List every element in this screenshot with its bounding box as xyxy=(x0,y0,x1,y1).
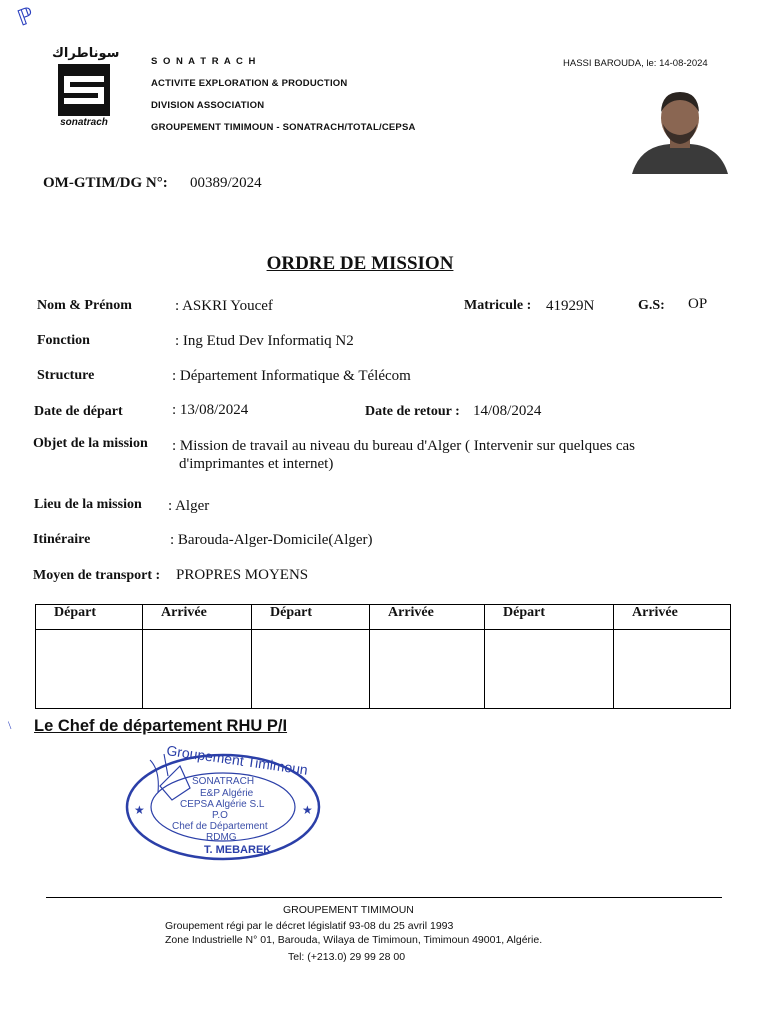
structure-value: : Département Informatique & Télécom xyxy=(172,368,411,384)
header-groupement: GROUPEMENT TIMIMOUN - SONATRACH/TOTAL/CEPSA xyxy=(151,122,416,133)
corner-handwritten-mark: ℙ xyxy=(14,2,38,31)
gs-label: G.S: xyxy=(638,298,665,313)
place-date: HASSI BAROUDA, le: 14-08-2024 xyxy=(563,58,708,69)
stamp-line-3: CEPSA Algérie S.L xyxy=(180,799,265,810)
svg-text:★: ★ xyxy=(134,803,145,817)
trip-header-depart-2: Départ xyxy=(252,605,370,630)
stamp-signatory-name: T. MEBAREK xyxy=(204,844,272,856)
margin-mark: \ xyxy=(8,718,12,732)
trip-table xyxy=(35,604,731,709)
footer-address: Zone Industrielle N° 01, Barouda, Wilaya de Timimoun, Timimoun 49001, Algérie. xyxy=(165,934,543,946)
trip-table-row xyxy=(36,630,731,709)
stamp-line-5: Chef de Département xyxy=(172,821,268,832)
matricule-value: 41929N xyxy=(546,298,595,314)
reference-label: OM-GTIM/DG N°: xyxy=(43,175,168,191)
fonction-value: : Ing Etud Dev Informatiq N2 xyxy=(175,333,354,349)
applicant-photo xyxy=(630,86,730,174)
sonatrach-logo xyxy=(52,46,120,132)
trip-cell xyxy=(143,630,252,709)
person-photo-icon xyxy=(630,86,730,174)
mission-object-label: Objet de la mission xyxy=(33,436,148,451)
logo-arabic-text: سوناطراك xyxy=(52,46,120,61)
svg-text:★: ★ xyxy=(302,803,313,817)
stamp-line-6: RDMG xyxy=(206,832,237,843)
trip-header-arrivee-1: Arrivée xyxy=(143,605,252,630)
official-stamp xyxy=(120,742,326,866)
stamp-line-1: SONATRACH xyxy=(192,776,255,787)
trip-header-arrivee-2: Arrivée xyxy=(370,605,485,630)
logo-latin-text: sonatrach xyxy=(60,117,108,128)
departure-date-label: Date de départ xyxy=(34,404,123,419)
name-label: Nom & Prénom xyxy=(37,298,132,313)
departure-date-value: : 13/08/2024 xyxy=(172,402,249,418)
trip-header-depart-1: Départ xyxy=(36,605,143,630)
trip-cell xyxy=(36,630,143,709)
header-activity: ACTIVITE EXPLORATION & PRODUCTION xyxy=(151,78,348,89)
trip-table-header-row xyxy=(36,605,731,630)
mission-object-value-line1: : Mission de travail au niveau du bureau d'Alger ( Intervenir sur quelques cas xyxy=(172,438,635,454)
stamp-line-2: E&P Algérie xyxy=(200,788,254,799)
itinerary-label: Itinéraire xyxy=(33,532,91,547)
logo-emblem-icon xyxy=(58,64,110,116)
stamp-ring-text: Groupement Timimoun xyxy=(165,742,309,778)
trip-header-arrivee-3: Arrivée xyxy=(614,605,731,630)
signatory-title: Le Chef de département RHU P/I xyxy=(34,717,288,735)
itinerary-value: : Barouda-Alger-Domicile(Alger) xyxy=(170,532,373,548)
trip-header-depart-3: Départ xyxy=(485,605,614,630)
reference-number: 00389/2024 xyxy=(190,175,262,191)
trip-cell xyxy=(485,630,614,709)
document-title: ORDRE DE MISSION xyxy=(266,253,454,274)
fonction-label: Fonction xyxy=(37,333,90,348)
stamp-line-4: P.O xyxy=(212,810,228,821)
mission-object-value-line2: d'imprimantes et internet) xyxy=(179,456,334,472)
matricule-label: Matricule : xyxy=(464,298,532,313)
structure-label: Structure xyxy=(37,368,95,383)
trip-cell xyxy=(614,630,731,709)
transport-value: PROPRES MOYENS xyxy=(176,567,309,583)
return-date-value: 14/08/2024 xyxy=(473,403,542,419)
mission-place-value: : Alger xyxy=(168,498,210,514)
return-date-label: Date de retour : xyxy=(365,404,460,419)
footer-divider xyxy=(46,897,722,898)
trip-cell xyxy=(370,630,485,709)
transport-label: Moyen de transport : xyxy=(33,568,161,583)
footer-legal: Groupement régi par le décret législatif 93-08 du 25 avril 1993 xyxy=(165,920,454,932)
gs-value: OP xyxy=(688,296,708,312)
footer-org: GROUPEMENT TIMIMOUN xyxy=(283,904,414,916)
name-value: : ASKRI Youcef xyxy=(175,298,273,314)
footer-phone: Tel: (+213.0) 29 99 28 00 xyxy=(288,951,406,963)
trip-cell xyxy=(252,630,370,709)
mission-place-label: Lieu de la mission xyxy=(34,497,142,512)
header-company: S O N A T R A C H xyxy=(151,56,257,67)
header-division: DIVISION ASSOCIATION xyxy=(151,100,265,111)
